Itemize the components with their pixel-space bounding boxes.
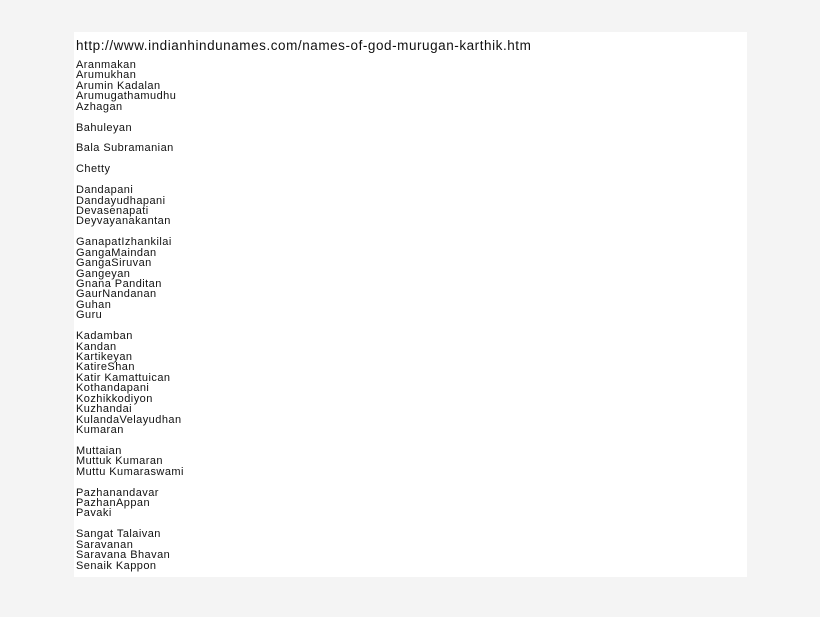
name-item: GangaSiruvan (76, 257, 152, 270)
name-item: Kothandapani (76, 382, 150, 395)
name-item: Senaik Kappon (76, 559, 157, 572)
name-item: Bala Subramanian (76, 142, 174, 155)
name-item: Deyvayanakantan (76, 215, 171, 228)
name-item: Muttuk Kumaran (76, 455, 164, 468)
name-item: Pavaki (76, 507, 112, 520)
name-item: Guhan (76, 298, 112, 311)
name-group (76, 331, 184, 435)
name-item: Kadamban (76, 330, 133, 343)
name-item: Pazhanandavar (76, 486, 159, 499)
name-group (76, 123, 184, 133)
name-item: Dandayudhapani (76, 194, 166, 207)
name-item: Arumin Kadalan (76, 79, 161, 92)
name-item: Chetty (76, 163, 111, 176)
name-item: KulandaVelayudhan (76, 413, 182, 426)
name-item: Kartikeyan (76, 350, 133, 363)
name-group (76, 529, 184, 571)
name-item: Bahuleyan (76, 121, 133, 134)
name-item: Kandan (76, 340, 117, 353)
name-item: GangaMaindan (76, 246, 157, 259)
name-item: Azhagan (76, 100, 123, 113)
name-item: Guru (76, 309, 103, 322)
name-item: Devasenapati (76, 204, 149, 217)
name-group (76, 164, 184, 174)
name-group (76, 60, 184, 112)
document-page (74, 32, 747, 577)
name-group (76, 488, 184, 519)
name-item: Gangeyan (76, 267, 131, 280)
name-item: GaurNandanan (76, 288, 157, 301)
name-group (76, 185, 184, 227)
name-list (76, 60, 184, 577)
name-group (76, 237, 184, 321)
name-item: GanapatIzhankilai (76, 236, 172, 249)
name-item: Aranmakan (76, 59, 137, 71)
name-item: Saravanan (76, 538, 134, 551)
name-item: Kumaran (76, 424, 124, 437)
name-item: Kuzhandai (76, 403, 133, 416)
source-url: http://www.indianhindunames.com/names-of-god-murugan-karthik.htm (76, 38, 532, 53)
name-item: KatireShan (76, 361, 135, 374)
name-item: Katir Kamattuican (76, 371, 171, 384)
name-item: Kozhikkodiyon (76, 392, 153, 405)
name-item: Sangat Talaivan (76, 528, 161, 541)
name-item: PazhanAppan (76, 497, 151, 509)
name-item: Muttaian (76, 444, 122, 457)
name-item: Arumukhan (76, 69, 137, 82)
name-group (76, 446, 184, 477)
name-item: Gnana Panditan (76, 277, 162, 290)
name-group (76, 143, 184, 153)
name-item: Muttu Kumaraswami (76, 465, 184, 478)
name-item: Dandapani (76, 184, 134, 197)
name-item: Arumugathamudhu (76, 90, 177, 103)
name-item: Saravana Bhavan (76, 549, 171, 562)
